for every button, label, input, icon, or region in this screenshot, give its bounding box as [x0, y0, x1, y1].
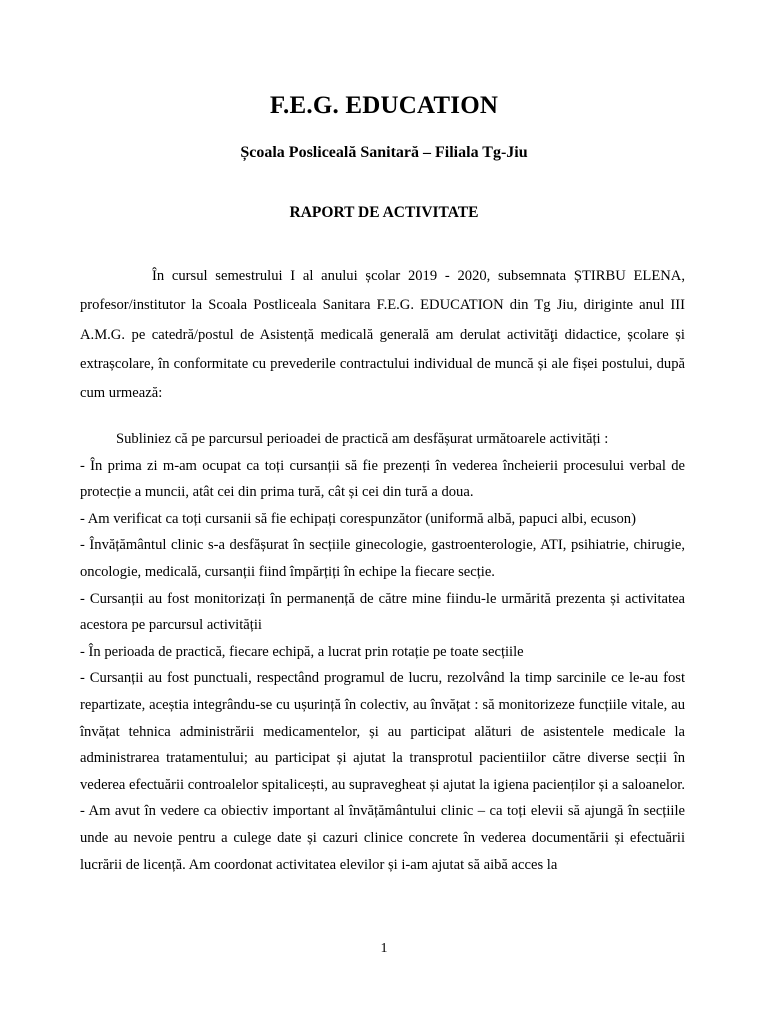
activity-item: - Cursanții au fost punctuali, respectând programul de lucru, rezolvând la timp sarcinile ce le-au fost repartizate, aceștia integrându-se cu ușurință în colectiv, au învățat : să monitorizeze funcțiile vitale, au învățat tehnica administrării medicamentelor, și au participat alături de asistentele medicale la administrarea tratamentului; au participat și ajutat la transprotul pacientiilor către diverse secții în vederea efectuării controalelor spitalicești, au supravegheat și ajutat la igiena pacienților și a saloanelor. [80, 670, 685, 793]
activities-section [80, 426, 685, 878]
intro-paragraph: În cursul semestrului I al anului școlar 2019 - 2020, subsemnata ȘTIRBU ELENA, profesor/institutor la Scoala Postliceala Sanitara F.E.G. EDUCATION din Tg Jiu, diriginte anul III A.M.G. pe catedră/postul de Asistență medicală generală am derulat activităţi didactice, școlare și extrașcolare, în conformitate cu prevederile contractului individual de muncă și ale fișei postului, după cum urmează: [80, 268, 685, 402]
page-number: 1 [380, 941, 388, 956]
activity-item: - În prima zi m-am ocupat ca toți cursanții să fie prezenți în vederea încheierii procesului verbal de protecție a muncii, atât cei din prima tură, cât și cei din tură a doua. [80, 457, 685, 501]
activity-item: - Cursanții au fost monitorizați în permanență de către mine fiindu-le urmărită prezenta și activitatea acestora pe parcursul activității [80, 590, 685, 634]
activity-item: - Învățământul clinic s-a desfășurat în secțiile ginecologie, gastroenterologie, ATI, psihiatrie, chirugie, oncologie, medicală, cursanții fiind împărțiți în echipe la fiecare secție. [80, 537, 685, 580]
school-subtitle: Școala Posliceală Sanitară – Filiala Tg-Jiu [240, 144, 528, 161]
activity-item: - Am avut în vedere ca obiectiv important al învățământului clinic – ca toți elevii să ajungă în secțiile unde au nevoie pentru a culege date și cazuri clinice concrete în vederea documentării și efectuării lucrării de licență. Am coordonat activitatea elevilor și i-am ajutat să aibă acces la [80, 803, 685, 873]
organization-title: F.E.G. EDUCATION [269, 92, 499, 119]
activity-item: - În perioada de practică, fiecare echipă, a lucrat prin rotație pe toate secțiile [80, 643, 524, 660]
activity-item: - Am verificat ca toți cursanii să fie echipați corespunzător (uniformă albă, papuci albi, ecuson) [80, 510, 636, 527]
report-title: RAPORT DE ACTIVITATE [289, 204, 479, 221]
activities-lead: Subliniez că pe parcursul perioadei de practică am desfășurat următoarele activități : [116, 431, 609, 447]
